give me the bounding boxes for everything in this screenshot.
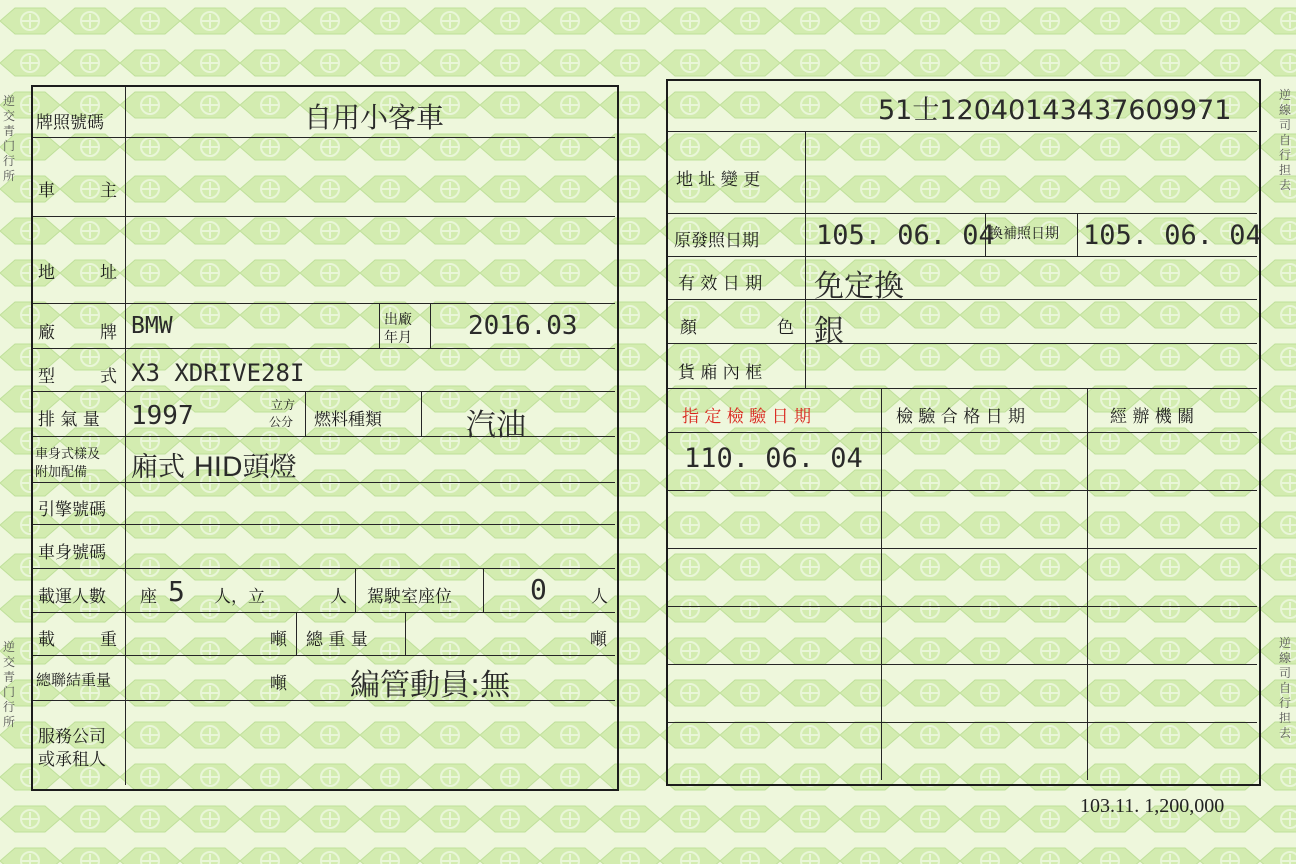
- color-value: 銀: [814, 314, 844, 349]
- label-make-1: 廠: [38, 323, 55, 343]
- make-value: BMW: [131, 313, 173, 339]
- displacement-value: 1997: [131, 401, 194, 431]
- label-seat-unit: 人，立: [214, 587, 265, 607]
- label-cc-unit-1: 立方: [271, 398, 296, 412]
- inspection-due-date-value: 110. 06. 04: [684, 443, 863, 474]
- side-text-left-top: 逆交青门行所: [2, 94, 15, 183]
- original-issue-date-value: 105. 06. 04: [816, 220, 995, 251]
- fuel-value: 汽油: [466, 408, 526, 443]
- label-color-2: 色: [777, 318, 794, 338]
- reissue-date-value: 105. 06. 04: [1083, 220, 1262, 251]
- cab-seats-value: 0: [530, 573, 547, 606]
- mobilization-value: 編管動員:無: [350, 668, 511, 703]
- label-model-1: 型: [38, 367, 55, 387]
- label-seat: 座: [140, 587, 157, 607]
- serial-number: 51士12040143437609971: [878, 95, 1232, 126]
- print-code: 103.11. 1,200,000: [1080, 795, 1225, 817]
- label-plate-number: 牌照號碼: [36, 113, 104, 133]
- label-ton-2: 噸: [590, 630, 607, 650]
- label-stand-unit: 人: [330, 587, 347, 607]
- label-company-2: 或承租人: [38, 750, 106, 770]
- model-value: X3 XDRIVE28I: [131, 359, 305, 387]
- label-address-1: 地: [38, 263, 55, 283]
- label-cargo-frame: 貨 廂 內 框: [678, 363, 763, 383]
- mfg-date-value: 2016.03: [468, 311, 578, 341]
- label-inspection-due-date: 指 定 檢 驗 日 期: [682, 407, 812, 427]
- label-authority: 經 辦 機 關: [1110, 407, 1195, 427]
- body-style-value: 廂式 HID頭燈: [131, 452, 297, 483]
- label-capacity: 載運人數: [38, 587, 106, 607]
- label-make-2: 牌: [100, 323, 117, 343]
- vehicle-type-value: 自用小客車: [304, 101, 445, 134]
- label-address-change: 地 址 變 更: [676, 170, 761, 190]
- label-cab-seats: 駕駛室座位: [367, 587, 452, 607]
- label-load-2: 重: [100, 630, 117, 650]
- label-fuel-type: 燃料種類: [314, 410, 382, 430]
- label-ton-3: 噸: [270, 674, 287, 694]
- label-reissue-date: 換補照日期: [989, 226, 1059, 242]
- label-color-1: 顏: [680, 318, 697, 338]
- label-company-1: 服務公司: [38, 727, 106, 747]
- label-engine-number: 引擎號碼: [38, 500, 106, 520]
- label-owner-2: 主: [100, 181, 117, 201]
- label-cab-unit: 人: [591, 587, 608, 607]
- label-mfg-date-2: 年月: [384, 330, 412, 346]
- label-mfg-date-1: 出廠: [384, 312, 412, 328]
- label-original-issue-date: 原發照日期: [674, 231, 759, 251]
- label-displacement: 排 氣 量: [38, 410, 100, 430]
- label-owner-1: 車: [38, 181, 55, 201]
- seats-value: 5: [168, 575, 185, 608]
- side-text-left-bottom: 逆交青门行所: [2, 640, 15, 729]
- label-body-style-2: 附加配備: [35, 465, 88, 480]
- label-combined-weight: 總聯結重量: [36, 671, 112, 689]
- label-valid-date: 有 效 日 期: [678, 274, 763, 294]
- label-body-style-1: 車身式樣及: [35, 447, 101, 462]
- label-body-number: 車身號碼: [38, 543, 106, 563]
- label-address-2: 址: [100, 263, 117, 283]
- label-load-1: 載: [38, 630, 55, 650]
- side-text-right-bottom: 逆線司自行担去: [1278, 636, 1291, 740]
- label-model-2: 式: [100, 367, 117, 387]
- side-text-right-top: 逆線司自行担去: [1278, 88, 1291, 192]
- label-inspection-pass-date: 檢 驗 合 格 日 期: [896, 407, 1026, 427]
- label-gross-weight: 總 重 量: [306, 630, 368, 650]
- label-cc-unit-2: 公分: [269, 415, 294, 429]
- label-ton-1: 噸: [270, 630, 287, 650]
- valid-date-value: 免定換: [814, 269, 904, 304]
